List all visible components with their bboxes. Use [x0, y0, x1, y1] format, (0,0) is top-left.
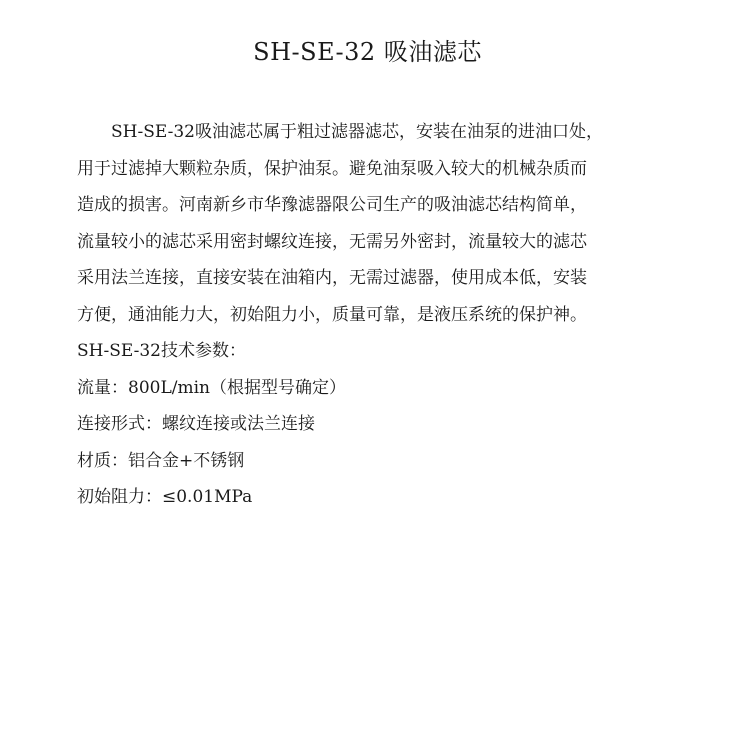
spec-flow: 流量：800L/min（根据型号确定） — [77, 377, 346, 398]
spec-initial-resistance: 初始阻力：≤0.01MPa — [77, 487, 253, 507]
spec-connection: 连接形式：螺纹连接或法兰连接 — [77, 414, 315, 434]
page-title: SH-SE-32 吸油滤芯 — [253, 38, 482, 66]
document-body — [77, 114, 667, 516]
specs-heading: SH-SE-32技术参数： — [77, 341, 246, 361]
spec-material: 材质：铝合金+不锈钢 — [77, 450, 245, 471]
intro-line-1: SH-SE-32吸油滤芯属于粗过滤器滤芯，安装在油泵的进油口处， — [111, 122, 603, 142]
intro-line-3: 造成的损害。河南新乡市华豫滤器限公司生产的吸油滤芯结构简单， — [77, 195, 587, 215]
intro-line-2: 用于过滤掉大颗粒杂质，保护油泵。避免油泵吸入较大的机械杂质而 — [77, 158, 587, 179]
intro-line-5: 采用法兰连接，直接安装在油箱内，无需过滤器，使用成本低，安装 — [77, 268, 587, 288]
intro-line-6: 方便，通油能力大，初始阻力小，质量可靠，是液压系统的保护神。 — [77, 304, 587, 325]
intro-line-4: 流量较小的滤芯采用密封螺纹连接，无需另外密封，流量较大的滤芯 — [77, 231, 587, 252]
